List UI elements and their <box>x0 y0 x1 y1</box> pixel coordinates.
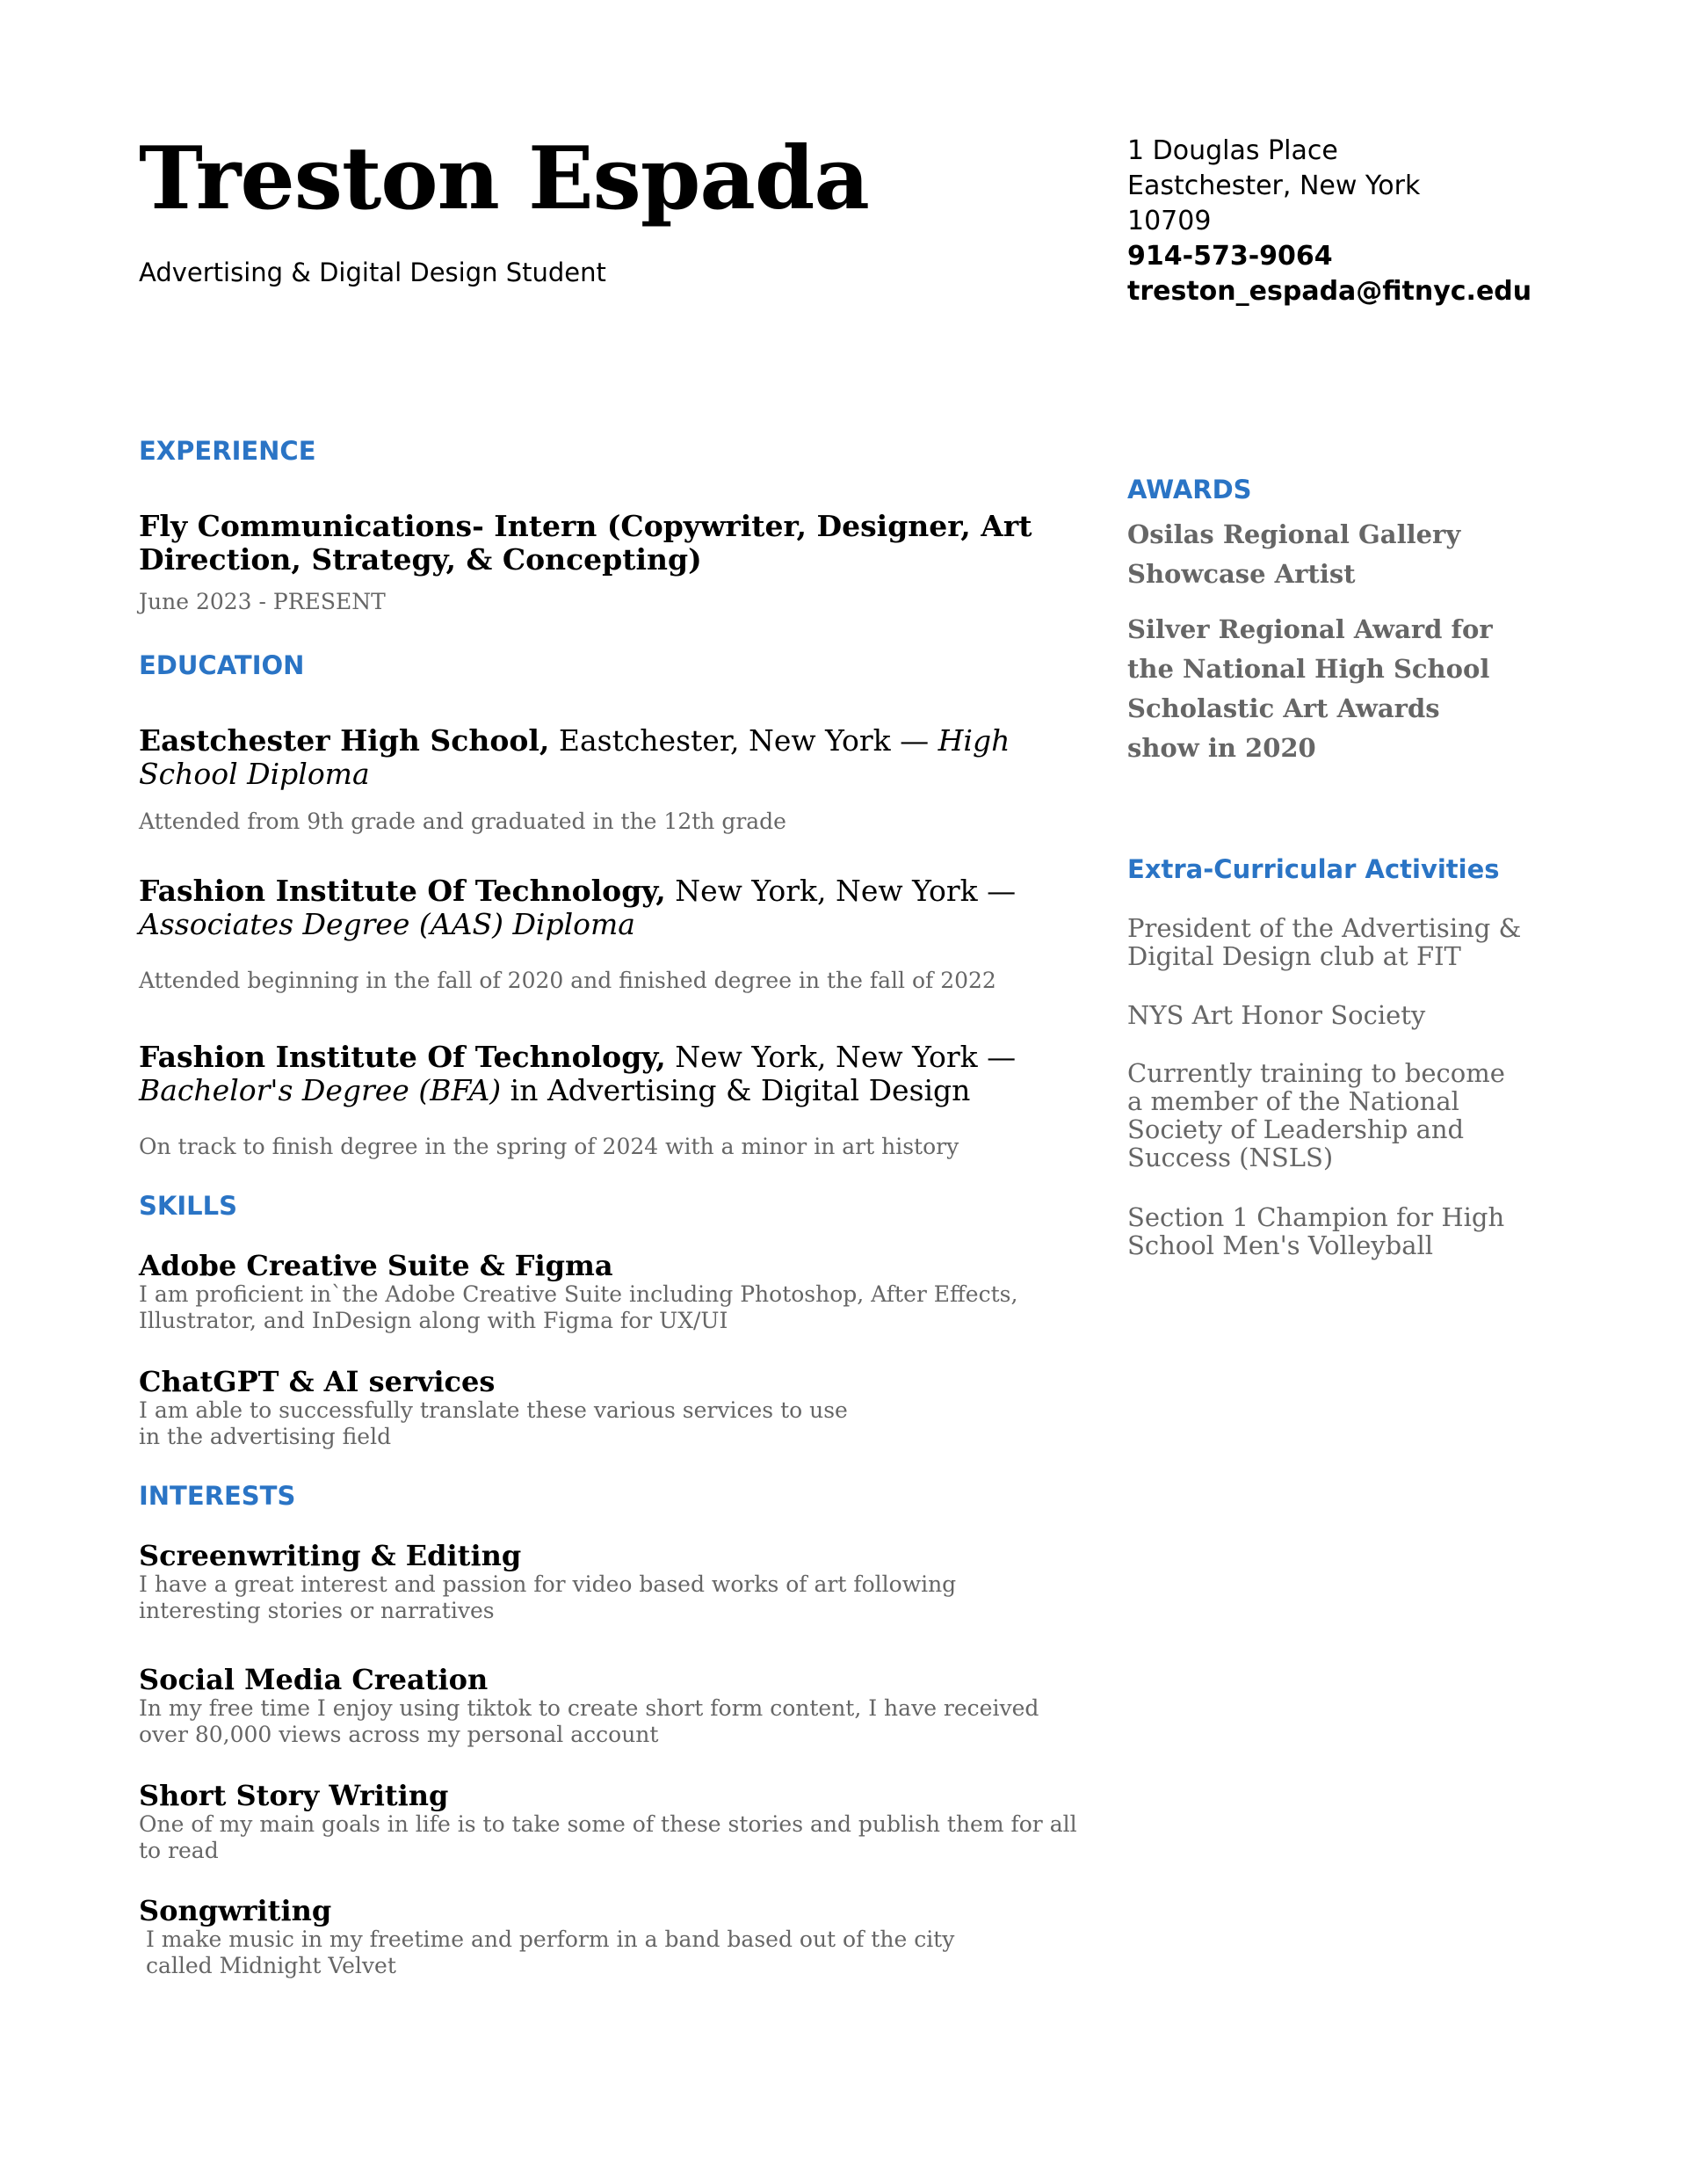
activity-text: Currently training to become a member of the National Society of Leadership and Success (NSLS) <box>1127 1058 1505 1172</box>
activity-text: Section 1 Champion for High School Men's Volleyball <box>1127 1202 1505 1260</box>
contact-info <box>1127 134 1619 309</box>
experience-title-line-1: Fly Communications- Intern (Copywriter, Designer, Art <box>139 509 1032 543</box>
school-location: New York, New York — <box>665 874 1017 908</box>
award-text: Osilas Regional Gallery Showcase Artist <box>1127 519 1461 589</box>
education-title <box>139 724 1017 791</box>
activity-text: NYS Art Honor Society <box>1127 1000 1426 1030</box>
resume-name: Treston Espada <box>139 128 869 229</box>
education-title <box>139 1041 1017 1107</box>
education-title <box>139 874 1017 941</box>
skill-item <box>139 1366 848 1450</box>
experience-dates: June 2023 - PRESENT <box>139 589 386 614</box>
degree-name: Associates Degree (AAS) Diploma <box>139 907 635 941</box>
interest-item <box>139 1780 1077 1864</box>
skill-desc-line-1: I am proficient in`the Adobe Creative Suite including Photoshop, After Effects, <box>139 1281 1018 1307</box>
experience-heading: EXPERIENCE <box>139 436 316 466</box>
interest-desc-line-2: over 80,000 views across my personal account <box>139 1722 659 1747</box>
skill-title: ChatGPT & AI services <box>139 1365 496 1398</box>
address-line-1: 1 Douglas Place <box>1127 135 1338 166</box>
education-entry <box>139 724 1017 834</box>
interest-item <box>139 1664 1039 1748</box>
interest-desc-line-1: One of my main goals in life is to take some of these stories and publish them for all <box>139 1811 1077 1837</box>
education-heading: EDUCATION <box>139 650 305 680</box>
award-item <box>1127 610 1514 768</box>
degree-name: Bachelor's Degree (BFA) <box>139 1073 502 1107</box>
school-location: New York, New York — <box>665 1040 1017 1074</box>
award-item <box>1127 515 1514 594</box>
email-address: treston_espada@fitnyc.edu <box>1127 276 1532 307</box>
education-note: Attended beginning in the fall of 2020 and finished degree in the fall of 2022 <box>139 968 996 993</box>
phone-number: 914-573-9064 <box>1127 241 1333 272</box>
education-entry <box>139 874 1017 993</box>
experience-entry <box>139 509 1032 614</box>
experience-title <box>139 509 1032 577</box>
school-name: Fashion Institute Of Technology, <box>139 874 666 908</box>
activity-text: President of the Advertising & Digital Design club at FIT <box>1127 913 1522 971</box>
education-entry <box>139 1041 1017 1159</box>
education-note: On track to finish degree in the spring of 2024 with a minor in art history <box>139 1134 959 1159</box>
interest-title: Screenwriting & Editing <box>139 1539 522 1572</box>
degree-name: High School Diploma <box>139 723 1010 791</box>
skills-heading: SKILLS <box>139 1191 237 1221</box>
awards-heading: AWARDS <box>1127 475 1252 504</box>
address-line-2: Eastchester, New York <box>1127 171 1421 201</box>
award-text: Silver Regional Award for the National High School Scholastic Art Awards show in 2020 <box>1127 614 1493 763</box>
activity-item <box>1127 1059 1514 1172</box>
activity-item <box>1127 1001 1523 1029</box>
interest-desc-line-2: to read <box>139 1838 219 1863</box>
interest-title: Short Story Writing <box>139 1779 449 1812</box>
skill-title: Adobe Creative Suite & Figma <box>139 1249 613 1282</box>
activities-heading: Extra-Curricular Activities <box>1127 854 1500 884</box>
interest-desc-line-1: I make music in my freetime and perform in a band based out of the city <box>139 1926 955 1952</box>
activity-item <box>1127 914 1523 970</box>
skill-item <box>139 1250 1017 1334</box>
interests-heading: INTERESTS <box>139 1481 296 1511</box>
school-location: Eastchester, New York — <box>549 723 938 758</box>
degree-suffix: in Advertising & Digital Design <box>501 1073 971 1107</box>
activity-item <box>1127 1203 1514 1259</box>
education-note: Attended from 9th grade and graduated in the 12th grade <box>139 809 786 834</box>
interest-item <box>139 1895 954 1979</box>
interest-title: Songwriting <box>139 1894 332 1927</box>
interest-desc-line-1: I have a great interest and passion for video based works of art following <box>139 1571 957 1597</box>
zip-code: 10709 <box>1127 206 1212 236</box>
school-name: Eastchester High School, <box>139 723 550 758</box>
resume-tagline: Advertising & Digital Design Student <box>139 258 606 287</box>
interest-title: Social Media Creation <box>139 1663 489 1696</box>
skill-desc-line-2: in the advertising field <box>139 1424 392 1449</box>
skill-desc-line-2: Illustrator, and InDesign along with Figma for UX/UI <box>139 1308 728 1333</box>
interest-desc-line-2: called Midnight Velvet <box>139 1953 396 1978</box>
experience-title-line-2: Direction, Strategy, & Concepting) <box>139 542 702 577</box>
school-name: Fashion Institute Of Technology, <box>139 1040 666 1074</box>
interest-item <box>139 1540 956 1624</box>
interest-desc-line-2: interesting stories or narratives <box>139 1598 495 1623</box>
interest-desc-line-1: In my free time I enjoy using tiktok to create short form content, I have received <box>139 1695 1039 1721</box>
skill-desc-line-1: I am able to successfully translate these various services to use <box>139 1397 848 1423</box>
